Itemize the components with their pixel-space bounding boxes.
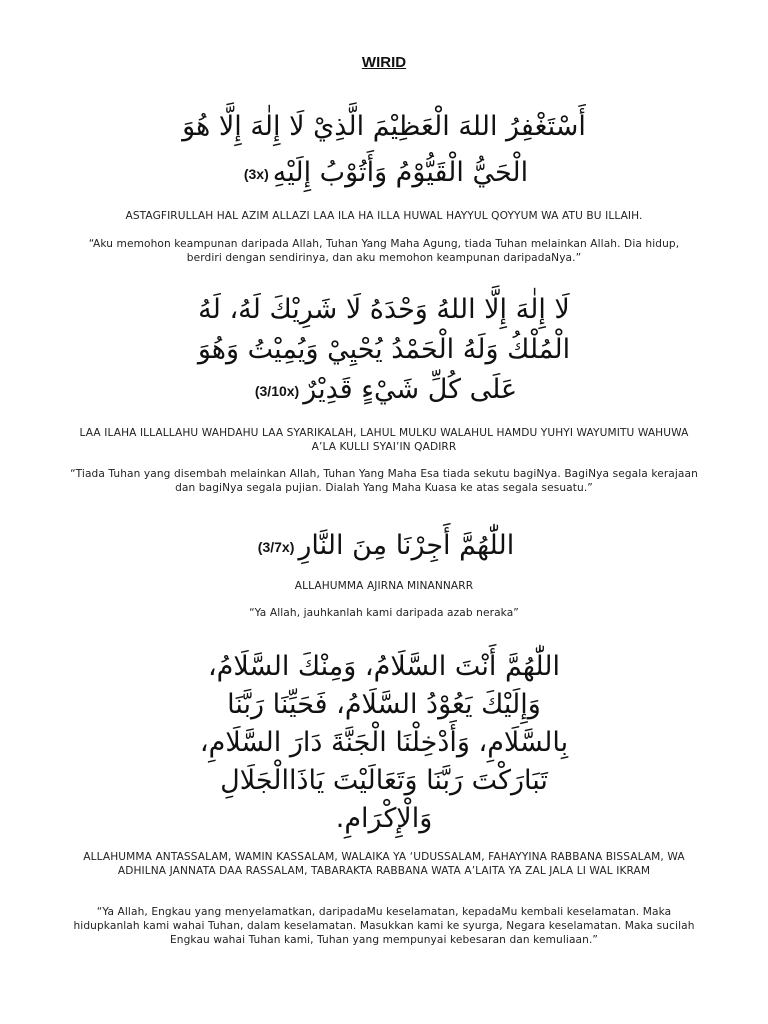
arabic-text-block — [90, 524, 678, 569]
arabic-line: أَسْتَغْفِرُ اللهَ الْعَظِيْمَ الَّذِيْ لَا إِلٰهَ إِلَّا هُوَ — [182, 111, 586, 142]
transliteration: ALLAHUMMA ANTASSALAM, WAMIN KASSALAM, WALAIKA YA ‘UDUSSALAM, FAHAYYINA RABBANA BISSALAM, WA ADHILNA JANNATA DAA RASSALAM, TABARAKTA RABBANA WATA A’LAITA YA ZAL JALA LI WAL IKRAM — [83, 851, 685, 877]
arabic-line — [90, 150, 678, 197]
arabic-line: الْمُلْكُ وَلَهُ الْحَمْدُ يُحْيِيْ وَيُمِيْتُ وَهُوَ — [197, 334, 571, 365]
transliteration: ALLAHUMMA AJIRNA MINANNARR — [294, 580, 474, 592]
page-title: WIRID — [361, 54, 407, 71]
repetition-count: (3x) — [243, 165, 269, 182]
arabic-line-text: عَلَى كُلِّ شَيْءٍ قَدِيْرٌ — [303, 374, 518, 405]
translation: “Ya Allah, jauhkanlah kami daripada azab neraka” — [249, 607, 519, 619]
translation: “Aku memohon keampunan daripada Allah, Tuhan Yang Maha Agung, tiada Tuhan melainkan Allah. Dia hidup, berdiri dengan sendirinya, dan aku memohon keampunan daripadaNya.” — [88, 238, 680, 264]
repetition-count: (3/10x) — [254, 382, 300, 399]
arabic-text-block — [90, 648, 678, 838]
arabic-line: تَبَارَكْتَ رَبَّنَا وَتَعَالَيْتَ يَاذَاالْجَلَالِ — [220, 765, 548, 796]
translation: “Tiada Tuhan yang disembah melainkan Allah, Tuhan Yang Maha Esa tiada sekutu bagiNya. BagiNya segala kerajaan dan bagiNya segala pujian. Dialah Yang Maha Kuasa ke atas segala sesuatu.” — [70, 468, 698, 494]
arabic-line: بِالسَّلَامِ، وَأَدْخِلْنَا الْجَنَّةَ دَارَ السَّلَامِ، — [199, 727, 569, 758]
arabic-line-text: الْحَيُّ الْقَيُّوْمُ وَأَتُوْبُ إِلَيْهِ — [272, 157, 529, 188]
arabic-line: وَإِلَيْكَ يَعُوْدُ السَّلَامُ، فَحَيِّنَا رَبَّنَا — [227, 689, 541, 720]
arabic-text-block — [90, 290, 678, 411]
arabic-text-block — [90, 104, 678, 197]
arabic-line: لَا إِلٰهَ إِلَّا اللهُ وَحْدَهُ لَا شَرِيْكَ لَهُ، لَهُ — [198, 294, 570, 325]
transliteration: LAA ILAHA ILLALLAHU WAHDAHU LAA SYARIKALAH, LAHUL MULKU WALAHUL HAMDU YUHYI WAYUMITU WAHUWA A’LA KULLI SYAI’IN QADIRR — [79, 427, 689, 453]
transliteration: ASTAGFIRULLAH HAL AZIM ALLAZI LAA ILA HA ILLA HUWAL HAYYUL QOYYUM WA ATU BU ILLAIH. — [125, 210, 643, 222]
arabic-line-text: اللّٰهُمَّ أَجِرْنَا مِنَ النَّارِ — [298, 530, 515, 561]
arabic-line: اللّٰهُمَّ أَنْتَ السَّلَامُ، وَمِنْكَ السَّلَامُ، — [207, 651, 561, 682]
arabic-line: وَالْإِكْرَامِ. — [335, 803, 433, 834]
repetition-count: (3/7x) — [257, 538, 295, 555]
translation: “Ya Allah, Engkau yang menyelamatkan, daripadaMu keselamatan, kepadaMu kembali keselamatan. Maka hidupkanlah kami wahai Tuhan, dalam keselamatan. Masukkan kami ke syurga, Negara keselamatan. Maka sucilah Engkau wahai Tuhan kami, Tuhan yang mempunyai kebesaran dan kemuliaan.” — [73, 906, 695, 946]
arabic-line — [90, 524, 678, 569]
arabic-line — [90, 370, 678, 411]
